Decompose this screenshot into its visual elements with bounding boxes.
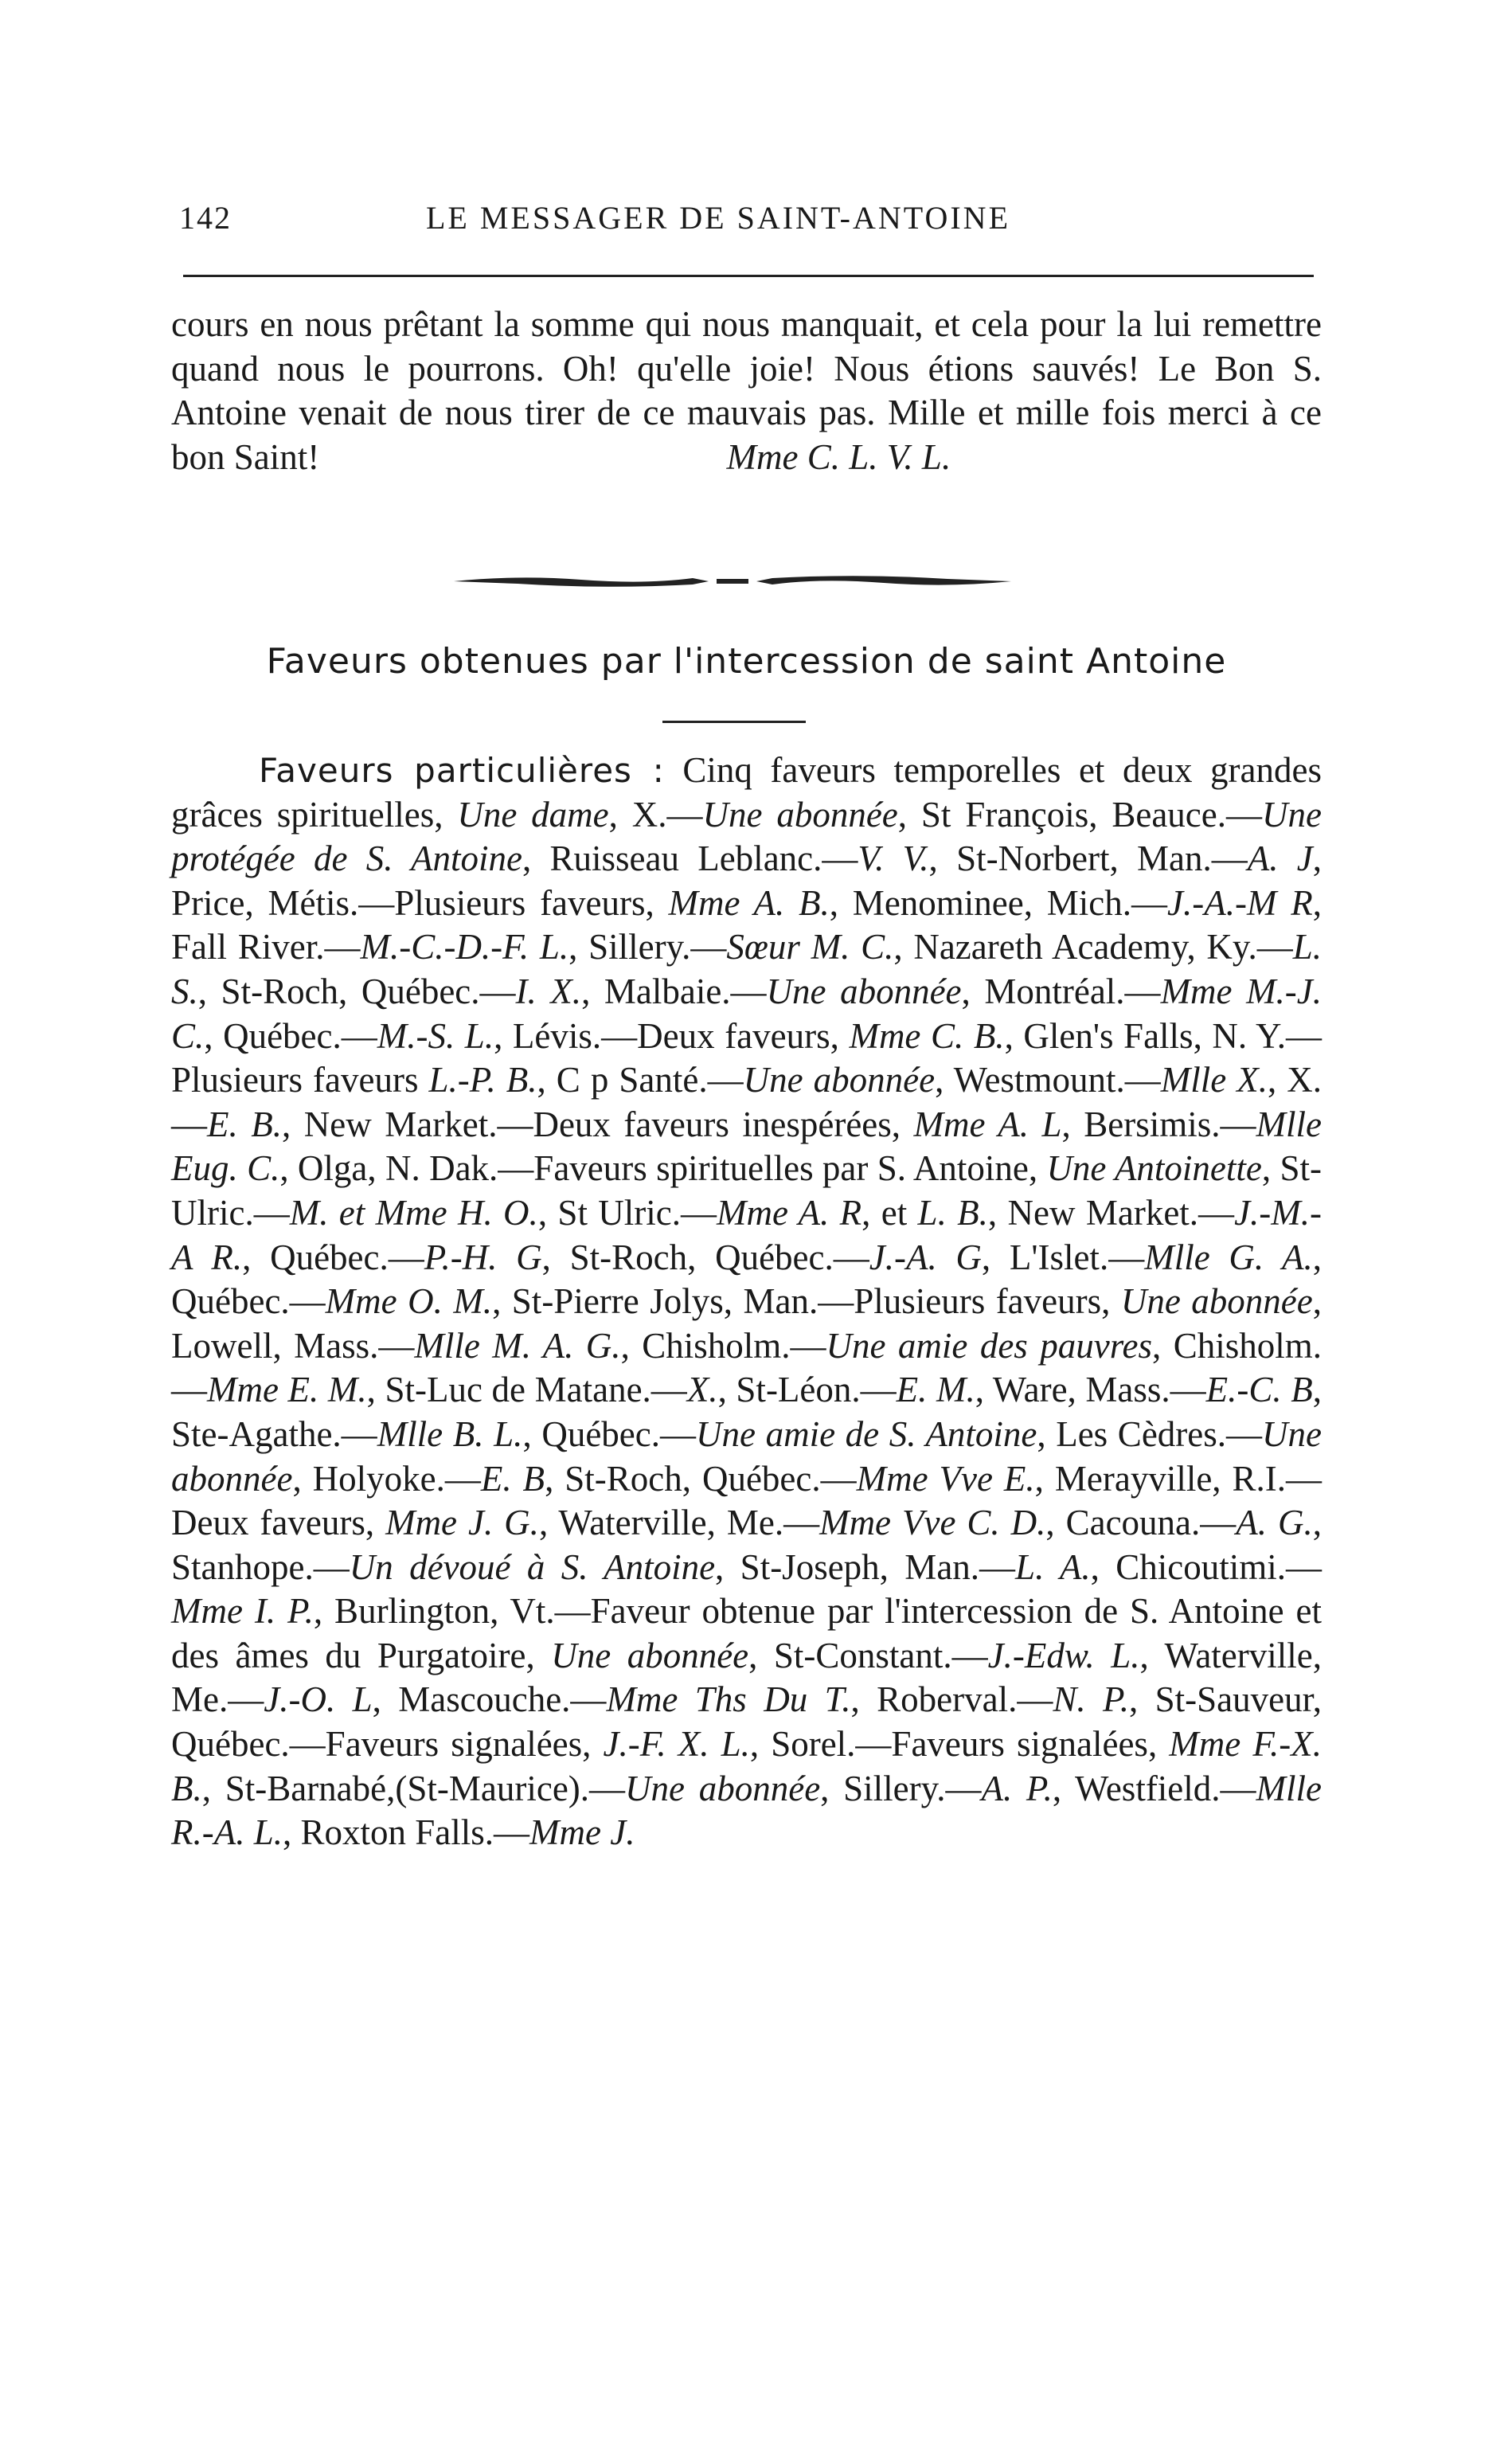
name-initials: Mlle Eug. C. xyxy=(171,1104,1322,1189)
name-initials: L. B. xyxy=(917,1192,988,1233)
favor-text: , Québec.— xyxy=(204,1015,377,1056)
favor-text: , Holyoke.— xyxy=(292,1458,481,1499)
favor-text: , Québec.— xyxy=(171,1237,1323,1322)
name-initials: Sœur M. C. xyxy=(726,927,894,968)
favor-text: , Roxton Falls.— xyxy=(283,1812,530,1853)
name-initials: Mme Vve E. xyxy=(856,1458,1035,1499)
favor-text: , Glen's Falls, N. Y.—Plusieurs faveurs xyxy=(171,1015,1322,1100)
name-initials: Une Antoinette xyxy=(1046,1148,1262,1189)
favor-text: , Sillery.— xyxy=(568,927,727,968)
name-initials: Mme J. xyxy=(529,1812,635,1853)
name-initials: Mme A. B. xyxy=(668,882,830,923)
favors-paragraph xyxy=(171,749,1322,1855)
favor-text: , New Market.— xyxy=(987,1192,1235,1233)
name-initials: Mlle R.-A. L. xyxy=(171,1768,1323,1853)
name-initials: E.-C. B xyxy=(1205,1370,1313,1410)
favor-text: , X.— xyxy=(608,794,703,835)
name-initials: M.-C.-D.-F. L. xyxy=(360,927,569,968)
favor-text: , St François, Beauce.— xyxy=(897,794,1263,835)
favor-text: , St Ulric.— xyxy=(537,1192,717,1233)
favor-text: , St-Joseph, Man.— xyxy=(715,1546,1016,1587)
favor-text: , Sorel.—Faveurs signalées, xyxy=(749,1724,1170,1765)
name-initials: Mme I. P. xyxy=(171,1591,314,1632)
name-initials: Mlle G. A. xyxy=(1144,1237,1313,1277)
name-initials: Une protégée de S. Antoine xyxy=(171,794,1322,879)
favor-text: , L'Islet.— xyxy=(981,1237,1145,1277)
name-initials: E. M. xyxy=(896,1370,975,1410)
favor-text: , St-Norbert, Man.— xyxy=(928,839,1248,879)
name-initials: Une dame xyxy=(457,794,609,835)
name-initials: M. et Mme H. O. xyxy=(289,1192,538,1233)
favor-text: , Lowell, Mass.— xyxy=(171,1281,1322,1366)
favor-text: , Mascouche.— xyxy=(372,1679,607,1720)
name-initials: A. G. xyxy=(1236,1503,1313,1543)
favor-text: , Fall River.— xyxy=(171,882,1322,968)
ornament-divider xyxy=(446,557,1019,605)
favor-text: , Menominee, Mich.— xyxy=(829,882,1168,923)
name-initials: A. P. xyxy=(981,1768,1053,1808)
favor-text: , X.— xyxy=(171,1060,1322,1144)
name-initials: E. B. xyxy=(207,1104,282,1144)
favor-text: , New Market.—Deux faveurs inespérées, xyxy=(282,1104,914,1144)
name-initials: Mme C. B. xyxy=(849,1015,1005,1056)
name-initials: L. A. xyxy=(1015,1546,1091,1587)
name-initials: Une abonnée xyxy=(766,971,962,1011)
name-initials: J.-A.-M R xyxy=(1167,882,1313,923)
favor-text: , Malbaie.— xyxy=(581,971,767,1011)
favor-text: , Lévis.—Deux faveurs, xyxy=(494,1015,850,1056)
name-initials: J.-O. L xyxy=(264,1679,373,1720)
name-initials: Une abonnée xyxy=(625,1768,821,1808)
name-initials: Mme A. R xyxy=(717,1192,862,1233)
section-rule xyxy=(662,721,806,723)
name-initials: A. J xyxy=(1247,839,1313,879)
favor-text: , Montréal.— xyxy=(961,971,1161,1011)
page-number: 142 xyxy=(179,200,232,236)
favor-text: , Ruisseau Leblanc.— xyxy=(522,839,858,879)
favor-text: , St-Roch, Québec.— xyxy=(545,1458,857,1499)
favor-text: Cinq faveurs temporelles et deux grandes grâces spirituelles, xyxy=(171,750,1322,835)
name-initials: M.-S. L. xyxy=(377,1015,494,1056)
name-initials: Une abonnée xyxy=(702,794,898,835)
name-initials: L.-P. B. xyxy=(428,1060,537,1100)
name-initials: Mme A. L xyxy=(913,1104,1062,1144)
favor-text: , St-Léon.— xyxy=(717,1370,897,1410)
page-header xyxy=(171,199,1318,247)
favor-text: , Chicoutimi.— xyxy=(1090,1546,1322,1587)
favor-text: , Price, Métis.—Plusieurs faveurs, xyxy=(171,839,1323,923)
name-initials: Mme M.-J. C. xyxy=(171,971,1323,1056)
name-initials: Mlle X. xyxy=(1160,1060,1268,1100)
name-initials: Mme Vve C. D. xyxy=(819,1503,1046,1543)
name-initials: J.-Edw. L. xyxy=(987,1635,1140,1675)
name-initials: Une abonnée xyxy=(551,1635,749,1675)
favor-text: , Stanhope.— xyxy=(171,1503,1322,1587)
favor-text: , Merayville, R.I.—Deux faveurs, xyxy=(171,1458,1322,1543)
favor-text: , St-Constant.— xyxy=(748,1635,988,1675)
favor-text: , Westfield.— xyxy=(1052,1768,1256,1808)
name-initials: P.-H. G xyxy=(424,1237,542,1277)
name-initials: Une amie des pauvres xyxy=(826,1325,1153,1366)
header-rule xyxy=(183,275,1314,277)
favor-text: , Cacouna.— xyxy=(1045,1503,1237,1543)
favor-text: , St-Sauveur, Québec.—Faveurs signalées, xyxy=(171,1679,1323,1765)
intro-signature: Mme C. L. V. L. xyxy=(726,436,951,477)
name-initials: L. S. xyxy=(171,927,1323,1011)
favor-text: , Ste-Agathe.— xyxy=(171,1370,1322,1454)
name-initials: Mlle M. A. G. xyxy=(414,1325,621,1366)
name-initials: X. xyxy=(686,1370,718,1410)
favor-text: , Québec.— xyxy=(242,1237,424,1277)
name-initials: Une amie de S. Antoine xyxy=(695,1413,1037,1454)
favor-text: , Chisholm.— xyxy=(171,1325,1323,1410)
favors-runs xyxy=(171,750,1322,1852)
favor-text: , Bersimis.— xyxy=(1061,1104,1256,1144)
name-initials: J.-F. X. L. xyxy=(603,1724,750,1765)
section-title: Faveurs obtenues par l'intercession de saint Antoine xyxy=(266,641,1227,682)
favor-text: , Chisholm.— xyxy=(620,1325,826,1366)
favor-text: , Les Cèdres.— xyxy=(1037,1413,1263,1454)
favor-text: , Burlington, Vt.—Faveur obtenue par l'intercession de S. Antoine et des âmes du Purgatoire, xyxy=(171,1591,1322,1675)
favor-text: , Westmount.— xyxy=(935,1060,1161,1100)
name-initials: Une abonnée xyxy=(743,1060,936,1100)
name-initials: Mme J. G. xyxy=(385,1503,539,1543)
name-initials: V. V. xyxy=(858,839,929,879)
favor-text: , C p Santé.— xyxy=(537,1060,744,1100)
name-initials: Mme O. M. xyxy=(325,1281,493,1322)
favor-text: , Roberval.— xyxy=(850,1679,1053,1720)
name-initials: Mlle B. L. xyxy=(377,1413,523,1454)
favor-text: , Waterville, Me.— xyxy=(538,1503,820,1543)
favor-text: , St-Roch, Québec.— xyxy=(197,971,516,1011)
name-initials: Mme E. M. xyxy=(207,1370,367,1410)
favor-text: , Ware, Mass.— xyxy=(975,1370,1206,1410)
name-initials: N. P. xyxy=(1053,1679,1129,1720)
name-initials: Mme F.-X. B. xyxy=(171,1724,1322,1808)
intro-paragraph xyxy=(171,303,1322,479)
favor-text: , Sillery.— xyxy=(820,1768,982,1808)
favor-text: , St-Ulric.— xyxy=(171,1148,1322,1233)
favor-text: , St-Roch, Québec.— xyxy=(541,1237,869,1277)
name-initials: Une abonnée xyxy=(171,1413,1323,1499)
favor-text: , St-Pierre Jolys, Man.—Plusieurs faveurs, xyxy=(492,1281,1121,1322)
intro-text: cours en nous prêtant la somme qui nous manquait, et cela pour la lui remettre quand nous le pourrons. Oh! qu'elle joie! Nous étions sauvés! Le Bon S. Antoine venait de nous tirer de ce mauvais pas. Mille et mille fois merci à ce bon Saint! xyxy=(171,304,1322,477)
name-initials: E. B xyxy=(480,1458,545,1499)
favor-text: , Québec.— xyxy=(522,1413,696,1454)
name-initials: I. X. xyxy=(515,971,582,1011)
favor-text: , St-Barnabé,(St-Maurice).— xyxy=(201,1768,626,1808)
name-initials: Un dévoué à S. Antoine xyxy=(349,1546,716,1587)
favor-text: , Nazareth Academy, Ky.— xyxy=(893,927,1293,968)
name-initials: Une abonnée xyxy=(1120,1281,1313,1322)
favor-text: , Olga, N. Dak.—Faveurs spirituelles par S. Antoine, xyxy=(279,1148,1047,1189)
favor-text: , St-Luc de Matane.— xyxy=(366,1370,687,1410)
running-title: LE MESSAGER DE SAINT-ANTOINE xyxy=(426,200,1010,236)
favor-text: , et xyxy=(861,1192,918,1233)
favor-text: , Waterville, Me.— xyxy=(171,1635,1322,1720)
favors-lead: Faveurs particulières : xyxy=(259,751,665,790)
name-initials: J.-M.-A R. xyxy=(171,1192,1322,1277)
name-initials: Mme Ths Du T. xyxy=(606,1679,851,1720)
name-initials: J.-A. G xyxy=(869,1237,982,1277)
